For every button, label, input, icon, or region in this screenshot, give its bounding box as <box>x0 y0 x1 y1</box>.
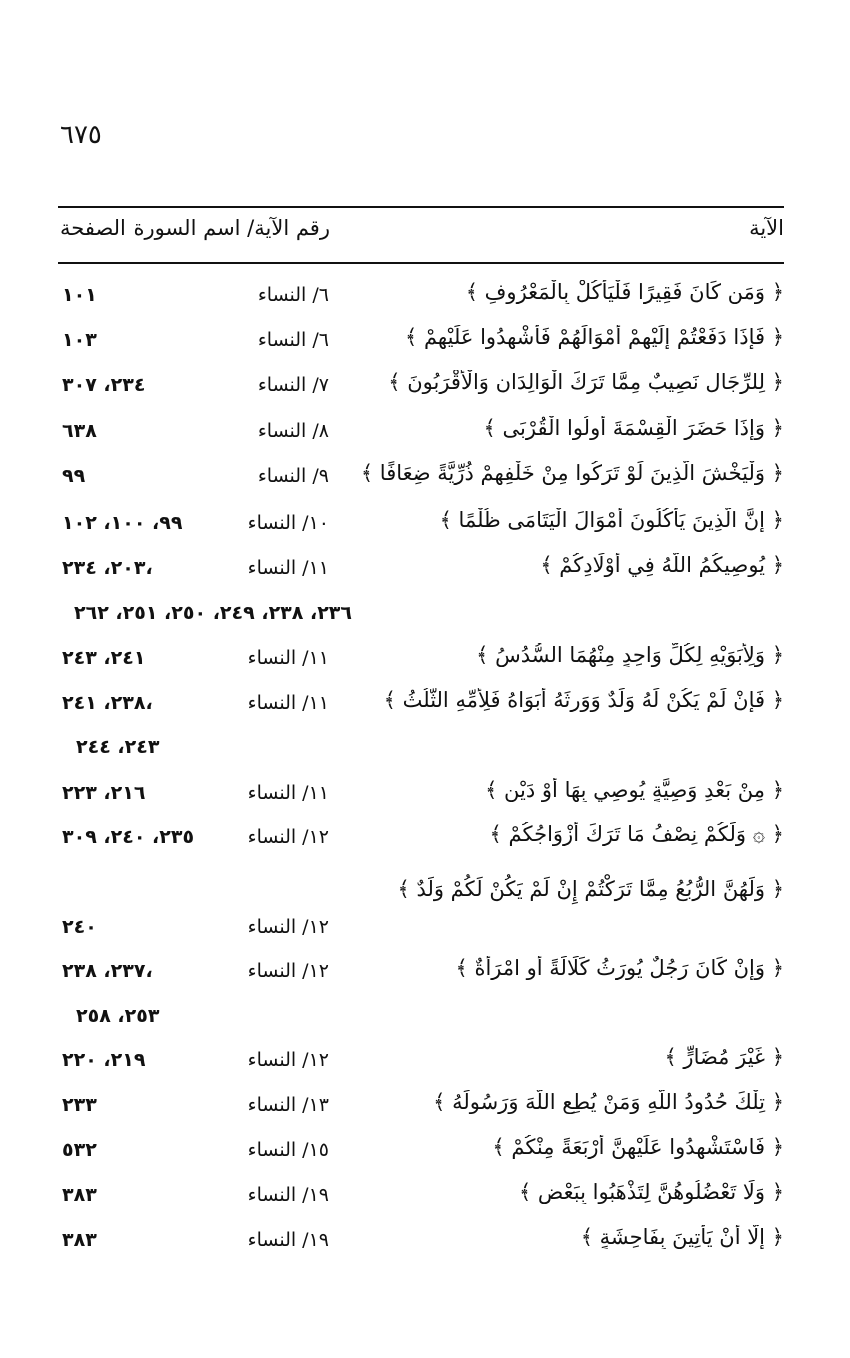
aya-reference: ١٠/ النساء <box>247 512 329 534</box>
verse-text: ﴿ يُوصِيكُمُ اللَّهُ فِي أَوْلَادِكُمْ ﴾ <box>540 553 784 577</box>
table-row <box>58 1225 784 1269</box>
page-refs: ٢٤٠ <box>62 916 97 938</box>
header-page: الصفحة <box>60 216 126 240</box>
page-refs: ٢٣٤، ٣٠٧ <box>62 374 146 396</box>
verse-text: ﴿ ۞ وَلَكُمْ نِصْفُ مَا تَرَكَ أَزْوَاجُكُمْ ﴾ <box>489 822 784 846</box>
page-refs: ٣٨٣ <box>62 1184 97 1206</box>
aya-reference: ١١/ النساء <box>247 557 329 579</box>
aya-reference: ١١/ النساء <box>247 647 329 669</box>
table-row <box>58 688 784 732</box>
page-refs-continued: ٢٣٦، ٢٣٨، ٢٤٩، ٢٥٠، ٢٥١، ٢٦٢ <box>74 602 352 624</box>
table-row <box>58 1090 784 1134</box>
page-refs: ٥٣٢ <box>62 1139 97 1161</box>
aya-reference: ١١/ النساء <box>247 692 329 714</box>
page-refs: ٢٣٥، ٢٤٠، ٣٠٩ <box>62 826 195 848</box>
verse-text: ﴿ وَإِذَا حَضَرَ الْقِسْمَةَ أُولُوا الْقُرْبَى ﴾ <box>483 416 784 440</box>
table-row <box>58 643 784 687</box>
page-refs: ٢٠٣، ٢٣٤، <box>62 557 153 579</box>
verse-text: ﴿ وَلَهُنَّ الرُّبُعُ مِمَّا تَرَكْتُمْ إِنْ لَمْ يَكُنْ لَكُمْ وَلَدٌ ﴾ <box>397 877 784 901</box>
page-refs: ٢١٩، ٢٢٠ <box>62 1049 146 1071</box>
aya-reference: ٦/ النساء <box>257 329 329 351</box>
page-refs: ١٠٣ <box>62 329 97 351</box>
table-row <box>58 508 784 552</box>
verse-text: ﴿ لِلرِّجَالِ نَصِيبٌ مِمَّا تَرَكَ الْوَالِدَانِ وَالْأَقْرَبُونَ ﴾ <box>388 370 784 394</box>
header-top-rule <box>58 206 784 208</box>
aya-reference: ٦/ النساء <box>257 284 329 306</box>
table-row <box>58 1045 784 1089</box>
aya-reference: ١٩/ النساء <box>247 1229 329 1251</box>
verse-text: ﴿ وَلِأَبَوَيْهِ لِكُلِّ وَاحِدٍ مِنْهُمَا السُّدُسُ ﴾ <box>476 643 784 667</box>
aya-reference: ١٢/ النساء <box>247 960 329 982</box>
aya-reference: ٨/ النساء <box>257 420 329 442</box>
aya-reference: ١٩/ النساء <box>247 1184 329 1206</box>
verse-text: ﴿ إِنَّ الَّذِينَ يَأْكُلُونَ أَمْوَالَ الْيَتَامَى ظُلْمًا ﴾ <box>439 508 784 532</box>
aya-reference: ١٢/ النساء <box>247 1049 329 1071</box>
table-row <box>58 868 784 958</box>
aya-reference: ١٥/ النساء <box>247 1139 329 1161</box>
verse-text: ﴿ مِنْ بَعْدِ وَصِيَّةٍ يُوصِي بِهَا أَوْ دَيْنٍ ﴾ <box>485 778 784 802</box>
table-row <box>58 280 784 324</box>
page-refs: ٩٩، ١٠٠، ١٠٢ <box>62 512 183 534</box>
verse-text: ﴿ غَيْرَ مُضَارٍّ ﴾ <box>664 1045 784 1069</box>
aya-reference: ٩/ النساء <box>257 465 329 487</box>
table-row <box>58 1135 784 1179</box>
page-refs: ٢٣٧، ٢٣٨، <box>62 960 153 982</box>
header-bottom-rule <box>58 262 784 264</box>
table-row <box>58 461 784 505</box>
verse-text: ﴿ وَلَا تَعْضُلُوهُنَّ لِتَذْهَبُوا بِبَعْضِ ﴾ <box>518 1180 784 1204</box>
page-refs: ٢٤١، ٢٤٣ <box>62 647 146 669</box>
table-row <box>58 416 784 460</box>
verse-text: ﴿ فَإِنْ لَمْ يَكُنْ لَهُ وَلَدٌ وَوَرِثَهُ أَبَوَاهُ فَلِأُمِّهِ الثُّلُثُ ﴾ <box>383 688 784 712</box>
table-row <box>58 956 784 1000</box>
aya-reference: ١١/ النساء <box>247 782 329 804</box>
table-row <box>58 1180 784 1224</box>
verse-text: ﴿ تِلْكَ حُدُودُ اللَّهِ وَمَنْ يُطِعِ اللَّهَ وَرَسُولَهُ ﴾ <box>433 1090 784 1114</box>
verse-text: ﴿ وَلْيَخْشَ الَّذِينَ لَوْ تَرَكُوا مِنْ خَلْفِهِمْ ذُرِّيَّةً ضِعَافًا ﴾ <box>360 461 784 485</box>
aya-reference: ١٣/ النساء <box>247 1094 329 1116</box>
page-refs: ٦٣٨ <box>62 420 97 442</box>
page-refs: ٢٣٣ <box>62 1094 97 1116</box>
page-refs: ٩٩ <box>62 465 86 487</box>
page-refs: ٢٣٨، ٢٤١، <box>62 692 153 714</box>
table-row <box>58 325 784 369</box>
page-refs-continued: ٢٥٣، ٢٥٨ <box>76 1005 160 1027</box>
page-number: ٦٧٥ <box>60 120 102 150</box>
page-refs-continued: ٢٤٣، ٢٤٤ <box>76 736 160 758</box>
verse-text: ﴿ فَاسْتَشْهِدُوا عَلَيْهِنَّ أَرْبَعَةً مِنْكُمْ ﴾ <box>492 1135 784 1159</box>
aya-reference: ١٢/ النساء <box>247 916 329 938</box>
aya-reference: ٧/ النساء <box>257 374 329 396</box>
table-row <box>58 553 784 597</box>
verse-text: ﴿ إِلَّا أَنْ يَأْتِينَ بِفَاحِشَةٍ ﴾ <box>580 1225 784 1249</box>
verse-text: ﴿ وَمَن كَانَ فَقِيرًا فَلْيَأْكُلْ بِالْمَعْرُوفِ ﴾ <box>465 280 784 304</box>
verse-text: ﴿ فَإِذَا دَفَعْتُمْ إِلَيْهِمْ أَمْوَالَهُمْ فَأَشْهِدُوا عَلَيْهِمْ ﴾ <box>404 325 784 349</box>
header-aya: الآية <box>749 216 784 240</box>
aya-reference: ١٢/ النساء <box>247 826 329 848</box>
table-row <box>58 370 784 414</box>
page-refs: ١٠١ <box>62 284 97 306</box>
page-refs: ٣٨٣ <box>62 1229 97 1251</box>
verse-text: ﴿ وَإِنْ كَانَ رَجُلٌ يُورَثُ كَلَالَةً أَوِ امْرَأَةٌ ﴾ <box>455 956 784 980</box>
header-aya-number-sura: رقم الآية/ اسم السورة <box>133 216 330 240</box>
page-refs: ٢١٦، ٢٢٣ <box>62 782 146 804</box>
table-row <box>58 822 784 866</box>
table-row <box>58 778 784 822</box>
